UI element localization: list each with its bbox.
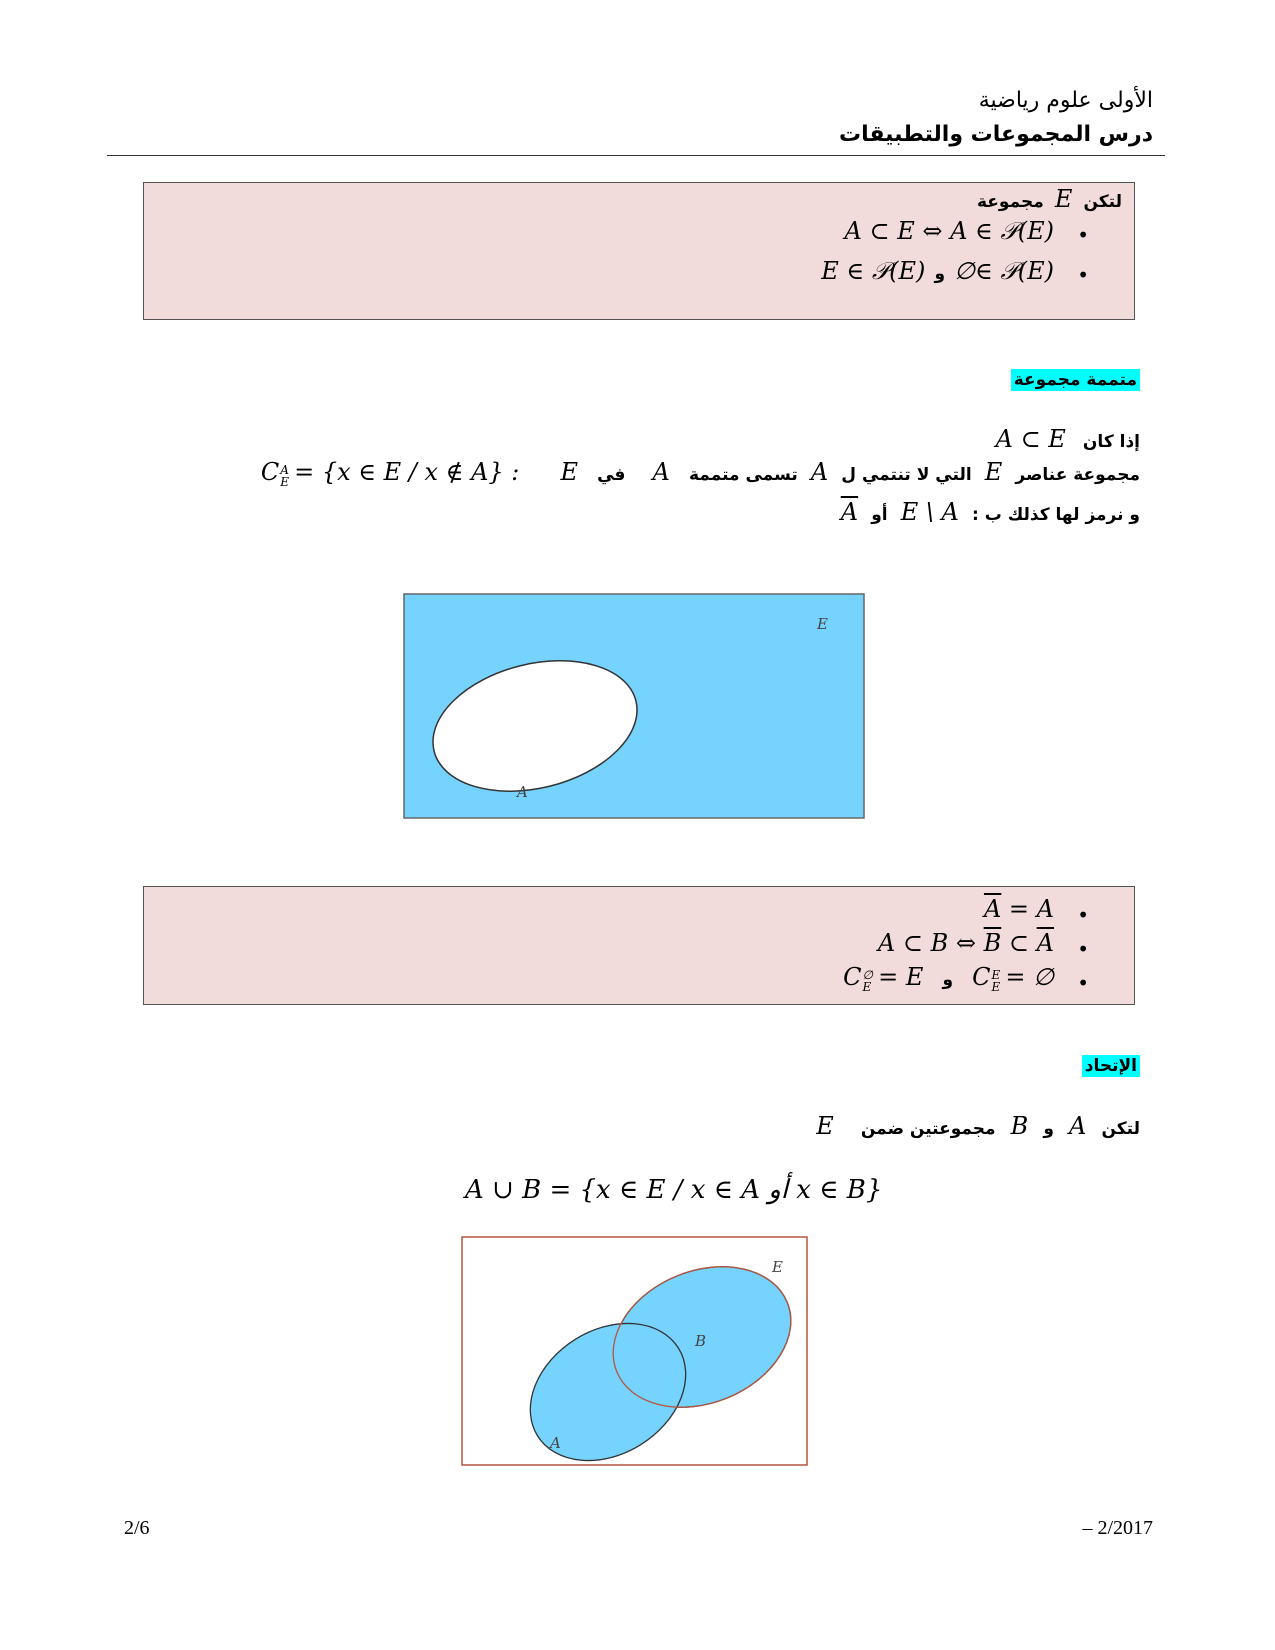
complement-definition: مجموعة عناصر E التي لا تنتمي ل A تسمى متممة A في E C A E = {x ∈ E / x ∉ A} : [260,458,1140,489]
set-B-label: B [695,1332,707,1350]
box1-line1: A ⊂ E ⇔ A ∈ 𝒫(E) [844,217,1054,245]
bullet: • [1077,971,1089,995]
union-intro: لتكن A و B مجموعتين ضمن E [816,1112,1140,1140]
lesson-title: درس المجموعات والتطبيقات [838,122,1153,147]
footer-year: – 2/2017 [1082,1517,1153,1539]
union-heading: الإتحاد [1082,1056,1140,1076]
set-E-label: E [817,615,828,633]
box2-line1: $\overline{A} = A$ [983,895,1054,923]
properties-box-2 [143,886,1135,1005]
bullet: • [1077,903,1089,927]
intro-set: E [1054,185,1073,213]
intro-label: لتكن [1083,192,1122,212]
box1-intro [977,185,1122,213]
line2-b: ∅∈ 𝒫(E) [954,257,1054,285]
complement-formula: = {x ∈ E / x ∉ A} : [294,458,520,486]
bullet: • [1077,263,1089,287]
line2-and: و [934,264,946,284]
venn-diagram-complement [403,593,867,823]
bullet: • [1077,223,1089,247]
complement-if: إذا كان A ⊂ E [995,425,1140,453]
complement-heading: متممة مجموعة [1011,370,1140,390]
page-number: 2/6 [124,1517,150,1539]
union-formula: A ∪ B = {x ∈ E / x ∈ A أو x ∈ B} [465,1175,883,1205]
intro-word: مجموعة [977,192,1044,212]
set-A-label: A [550,1434,561,1452]
line2-a: E ∈ 𝒫(E) [821,257,926,285]
box1-line2 [821,257,1054,285]
complement-notation: و نرمز لها كذلك ب : E \ A أو A [840,498,1140,526]
bullet: • [1077,937,1089,961]
subject-label: الأولى علوم رياضية [978,88,1153,113]
set-A-label: A [517,783,528,801]
complement-C: C [260,458,280,486]
set-E-label: E [772,1258,783,1276]
box2-line2: A ⊂ B ⇔ $\overline{B}$ ⊂ $\overline{A}$ [877,929,1054,957]
venn-diagram-union [461,1236,811,1468]
properties-box-1 [143,182,1135,320]
header-divider [107,155,1165,156]
box2-line3: C E E = ∅ و C ∅ E = E [843,963,1054,994]
